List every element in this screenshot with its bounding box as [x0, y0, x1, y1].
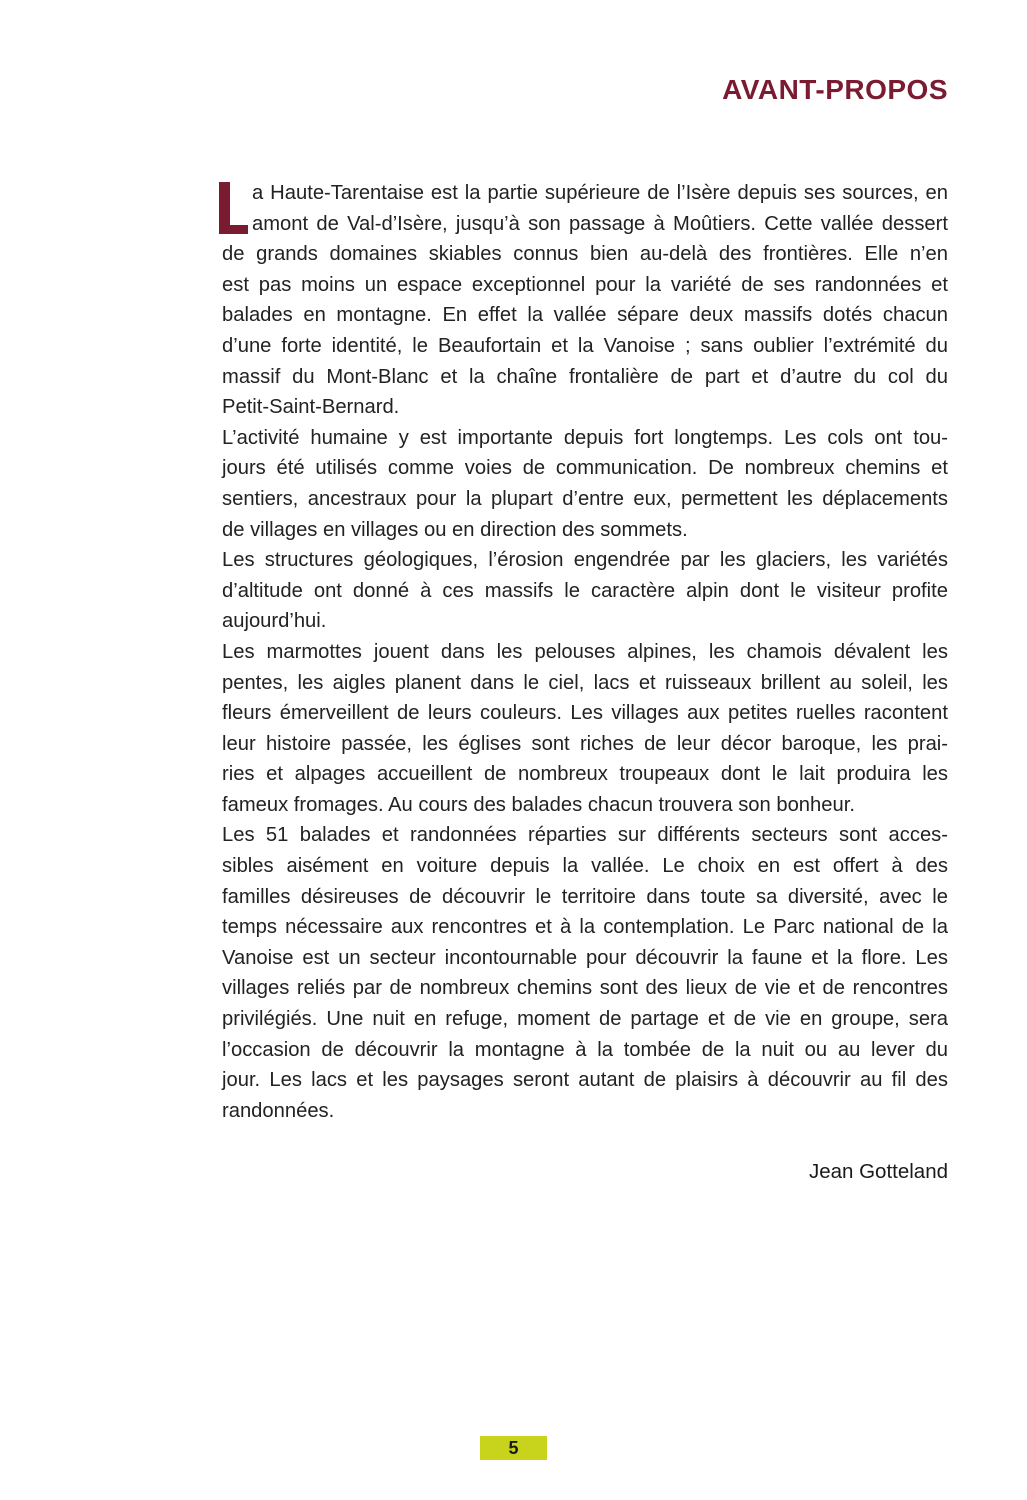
paragraph: [222, 178, 948, 423]
text-line: massif du Mont-Blanc et la chaîne frontalière de part et d’autre du col du: [222, 365, 948, 388]
text-line: randonnées.: [222, 1099, 335, 1122]
text-line: balades en montagne. En effet la vallée sépare deux massifs dotés chacun: [222, 304, 948, 327]
paragraphs: [222, 178, 948, 1126]
text-line: d’une forte identité, le Beaufortain et la Vanoise ; sans oublier l’extrémité du: [222, 334, 948, 357]
paragraph: [222, 545, 948, 637]
text-line: de grands domaines skiables connus bien au-delà des frontières. Elle n’en: [222, 243, 948, 266]
text-line: d’altitude ont donné à ces massifs le caractère alpin dont le visiteur profite: [222, 579, 948, 602]
text-line: jours été utilisés comme voies de communication. De nombreux chemins et: [222, 457, 948, 480]
text-line: Les structures géologiques, l’érosion engendrée par les glaciers, les variétés: [222, 549, 948, 572]
page-number-badge: 5: [480, 1436, 547, 1460]
text-line: jour. Les lacs et les paysages seront autant de plaisirs à découvrir au fil des: [222, 1069, 948, 1092]
text-line: fleurs émerveillent de leurs couleurs. Les villages aux petites ruelles racontent: [222, 702, 948, 725]
dropcap-foot: [219, 225, 248, 234]
text-line: est pas moins un espace exceptionnel pour la variété de ses randonnées et: [222, 273, 948, 296]
text-line: Vanoise est un secteur incontournable pour découvrir la faune et la flore. Les: [222, 946, 948, 969]
text-line: L’activité humaine y est importante depuis fort longtemps. Les cols ont tou-: [222, 426, 948, 449]
page-title: AVANT-PROPOS: [722, 74, 948, 105]
text-line: sentiers, ancestraux pour la plupart d’entre eux, permettent les déplacements: [222, 487, 948, 510]
text-line: amont de Val-d’Isère, jusqu’à son passage à Moûtiers. Cette vallée dessert: [252, 212, 948, 235]
text-line: Les marmottes jouent dans les pelouses alpines, les chamois dévalent les: [222, 640, 948, 663]
text-line: temps nécessaire aux rencontres et à la contemplation. Le Parc national de la: [222, 916, 948, 939]
foreword-body: [222, 178, 948, 1126]
text-line: aujourd’hui.: [222, 610, 327, 633]
paragraph: [222, 820, 948, 1126]
text-line: Petit-Saint-Bernard.: [222, 396, 400, 419]
text-line: de villages en villages ou en direction des sommets.: [222, 518, 688, 541]
author-signature: Jean Gotteland: [808, 1160, 948, 1183]
text-line: villages reliés par de nombreux chemins sont des lieux de vie et de rencontres: [222, 977, 948, 1000]
text-line: privilégiés. Une nuit en refuge, moment de partage et de vie en groupe, sera: [222, 1008, 948, 1031]
paragraph: [222, 637, 948, 821]
text-line: ries et alpages accueillent de nombreux troupeaux dont le lait produira les: [222, 763, 948, 786]
text-line: leur histoire passée, les églises sont riches de leur décor baroque, les prai-: [222, 732, 948, 755]
text-line: sibles aisément en voiture depuis la vallée. Le choix en est offert à des: [222, 855, 948, 878]
paragraph: [222, 423, 948, 545]
text-line: fameux fromages. Au cours des balades chacun trouvera son bonheur.: [222, 793, 855, 816]
text-line: familles désireuses de découvrir le territoire dans toute sa diversité, avec le: [222, 885, 948, 908]
text-line: a Haute-Tarentaise est la partie supérieure de l’Isère depuis ses sources, en: [252, 182, 948, 204]
text-line: l’occasion de découvrir la montagne à la tombée de la nuit ou au lever du: [222, 1038, 948, 1061]
text-line: Les 51 balades et randonnées réparties sur différents secteurs sont acces-: [222, 824, 948, 847]
dropcap-letter-l: [219, 182, 248, 234]
text-line: pentes, les aigles planent dans le ciel, lacs et ruisseaux brillent au soleil, les: [222, 671, 948, 694]
